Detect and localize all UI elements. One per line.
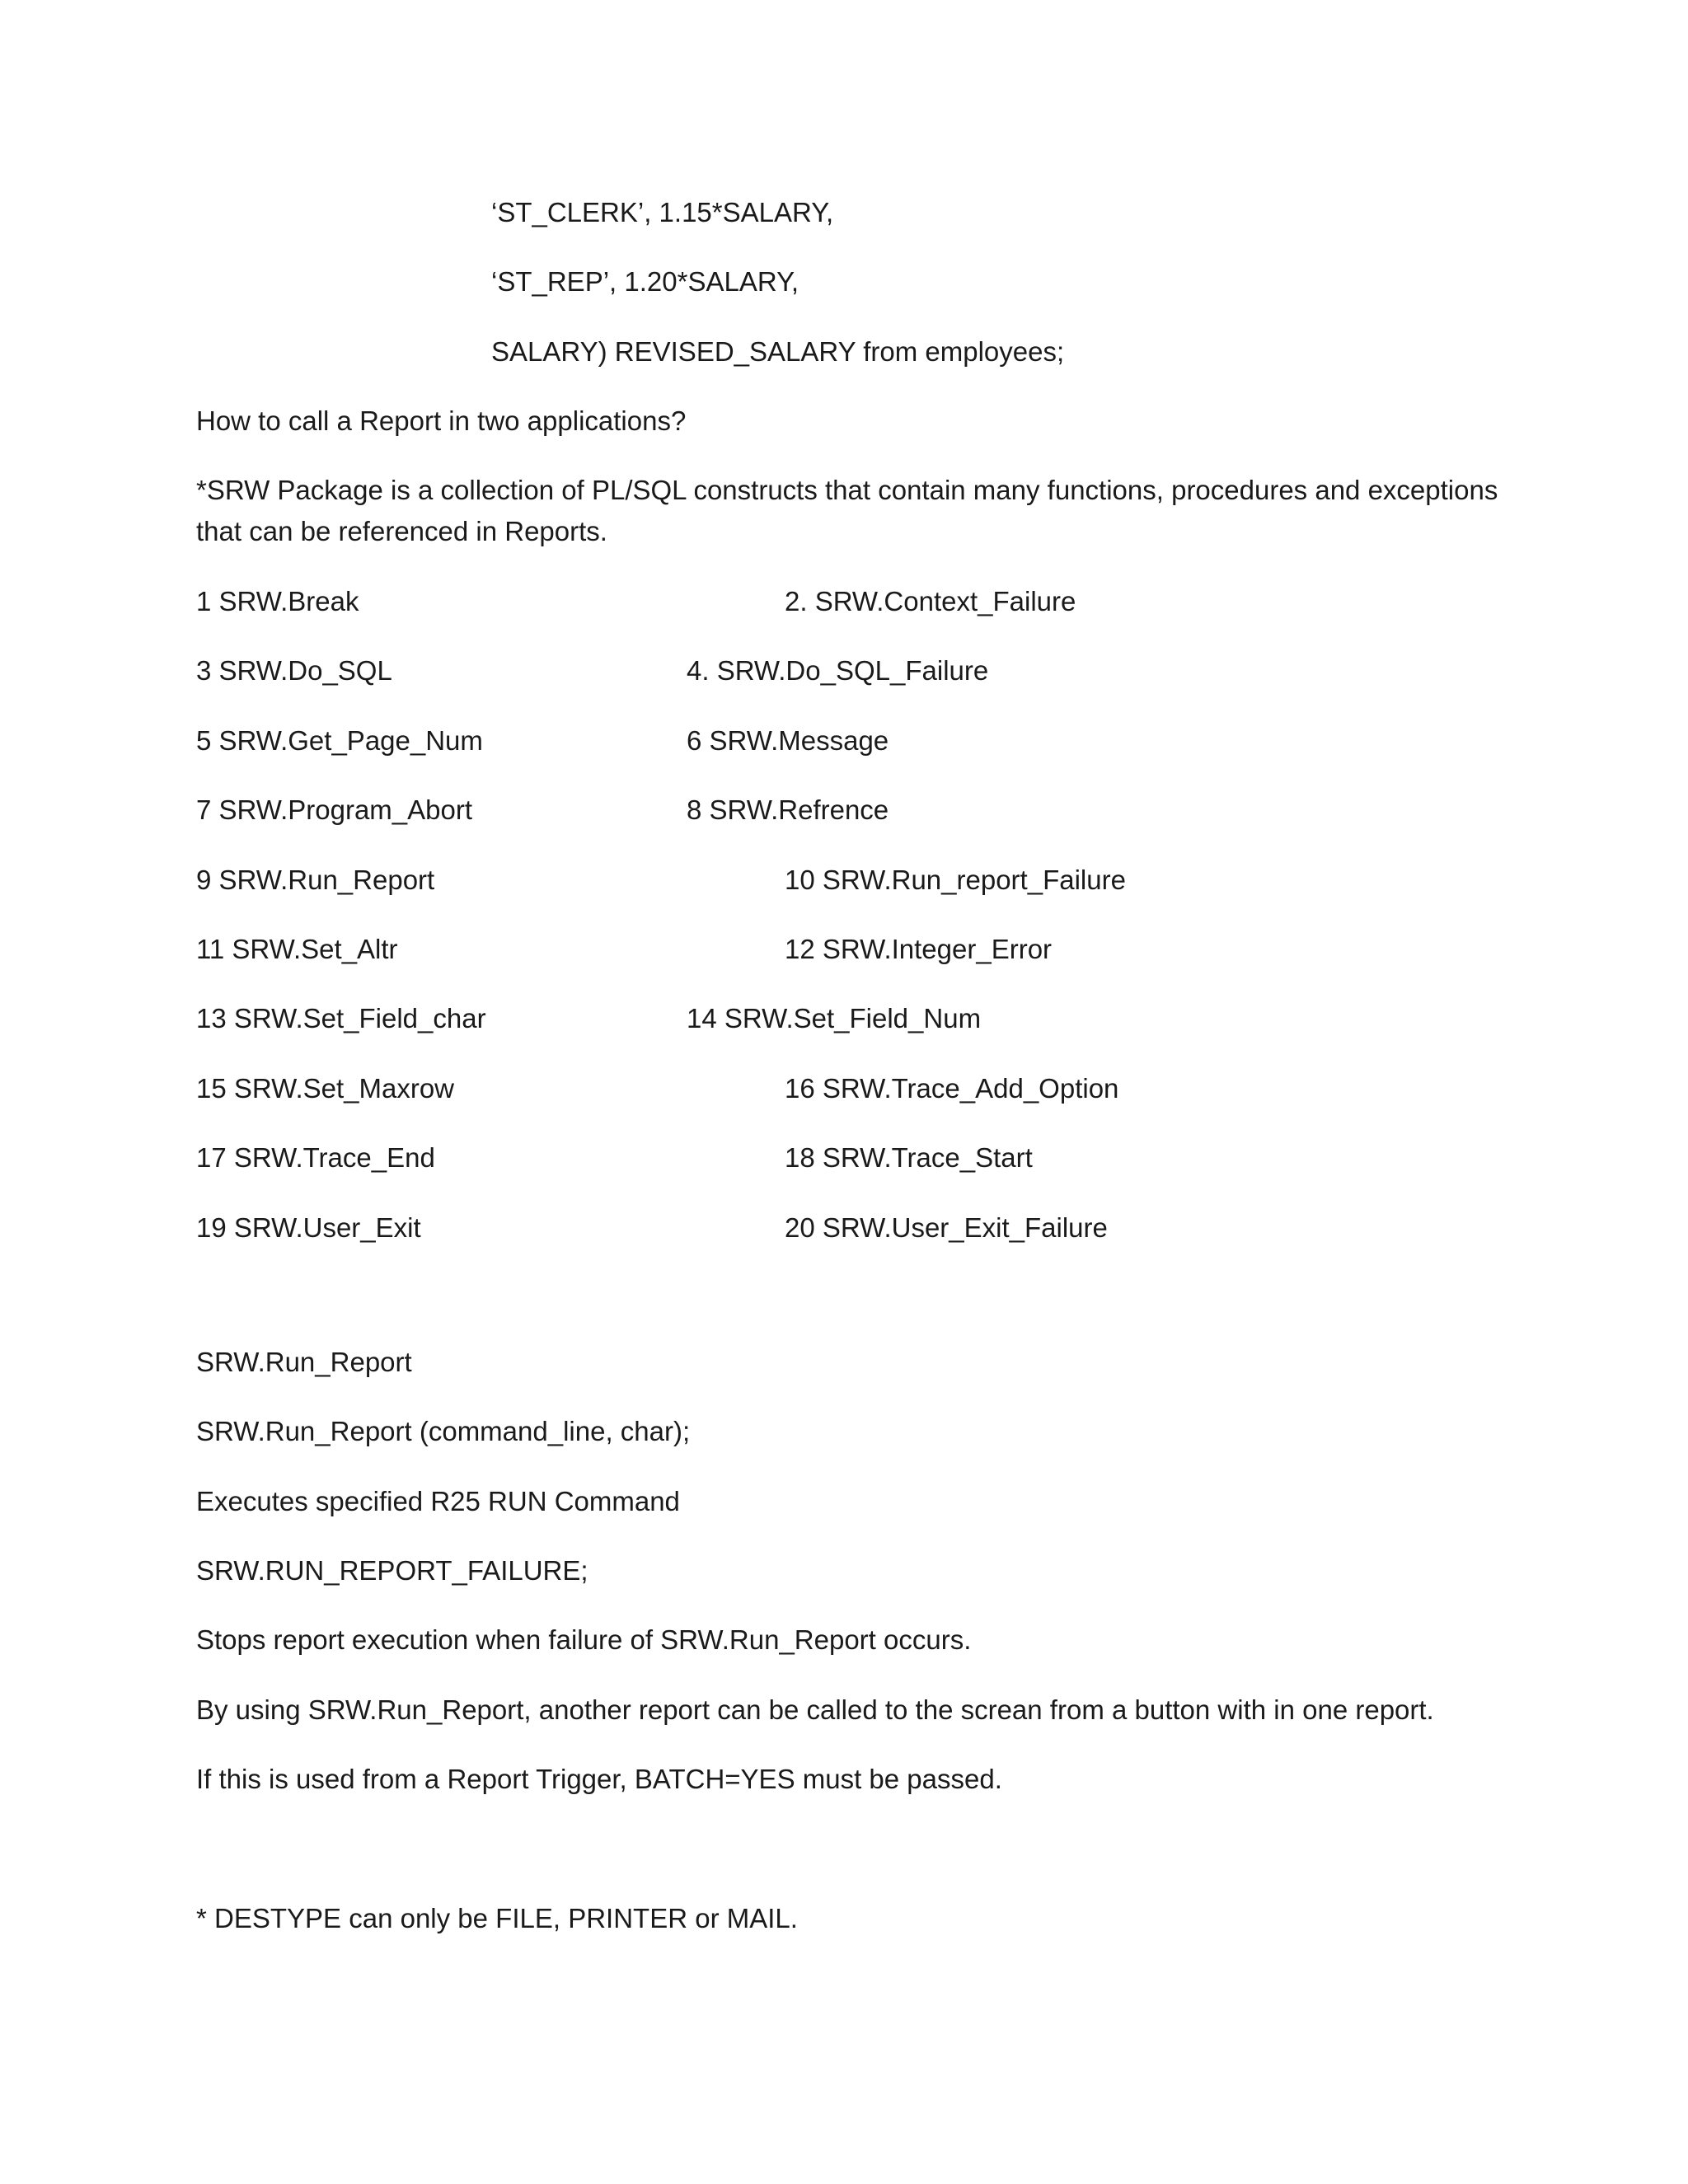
srw-list-item: 7 SRW.Program_Abort xyxy=(196,794,473,825)
srw-list-item: 16 SRW.Trace_Add_Option xyxy=(785,1073,1119,1104)
srw-list-item: 13 SRW.Set_Field_char xyxy=(196,1003,486,1033)
srw-list-item: 20 SRW.User_Exit_Failure xyxy=(785,1212,1108,1243)
srw-list-item: 19 SRW.User_Exit xyxy=(196,1212,421,1243)
run-report-description: Executes specified R25 RUN Command xyxy=(196,1486,680,1516)
run-report-signature: SRW.Run_Report (command_line, char); xyxy=(196,1416,691,1446)
srw-list-item: 2. SRW.Context_Failure xyxy=(785,586,1076,616)
srw-list-item: 17 SRW.Trace_End xyxy=(196,1142,435,1173)
section-heading: SRW.Run_Report xyxy=(196,1347,412,1377)
run-report-failure-description: Stops report execution when failure of SRW.Run_Report occurs. xyxy=(196,1624,972,1655)
srw-list-item: 12 SRW.Integer_Error xyxy=(785,934,1053,964)
run-report-usage: By using SRW.Run_Report, another report can be called to the screan from a button with in one report. xyxy=(196,1694,1434,1725)
code-line: SALARY) REVISED_SALARY from employees; xyxy=(491,336,1065,367)
srw-list-item: 18 SRW.Trace_Start xyxy=(785,1142,1033,1173)
srw-list-item: 14 SRW.Set_Field_Num xyxy=(687,1003,982,1033)
srw-list-item: 11 SRW.Set_Altr xyxy=(196,934,398,964)
srw-list-item: 8 SRW.Refrence xyxy=(687,794,889,825)
srw-list-item: 1 SRW.Break xyxy=(196,586,359,616)
srw-list-item: 15 SRW.Set_Maxrow xyxy=(196,1073,455,1104)
destype-note: * DESTYPE can only be FILE, PRINTER or MAIL. xyxy=(196,1903,798,1933)
srw-list-item: 5 SRW.Get_Page_Num xyxy=(196,725,483,756)
intro-paragraph: *SRW Package is a collection of PL/SQL constructs that contain many functions, procedures and exceptions that can be referenced in Reports. xyxy=(196,475,1498,546)
code-line: ‘ST_CLERK’, 1.15*SALARY, xyxy=(491,197,834,227)
srw-list-item: 4. SRW.Do_SQL_Failure xyxy=(687,655,989,686)
srw-list-item: 6 SRW.Message xyxy=(687,725,889,756)
run-report-failure: SRW.RUN_REPORT_FAILURE; xyxy=(196,1555,588,1586)
question-text: How to call a Report in two applications? xyxy=(196,405,687,436)
run-report-trigger-note: If this is used from a Report Trigger, BATCH=YES must be passed. xyxy=(196,1764,1002,1794)
srw-list-item: 10 SRW.Run_report_Failure xyxy=(785,865,1126,895)
srw-list-item: 3 SRW.Do_SQL xyxy=(196,655,392,686)
srw-list-item: 9 SRW.Run_Report xyxy=(196,865,435,895)
code-line: ‘ST_REP’, 1.20*SALARY, xyxy=(491,266,799,297)
